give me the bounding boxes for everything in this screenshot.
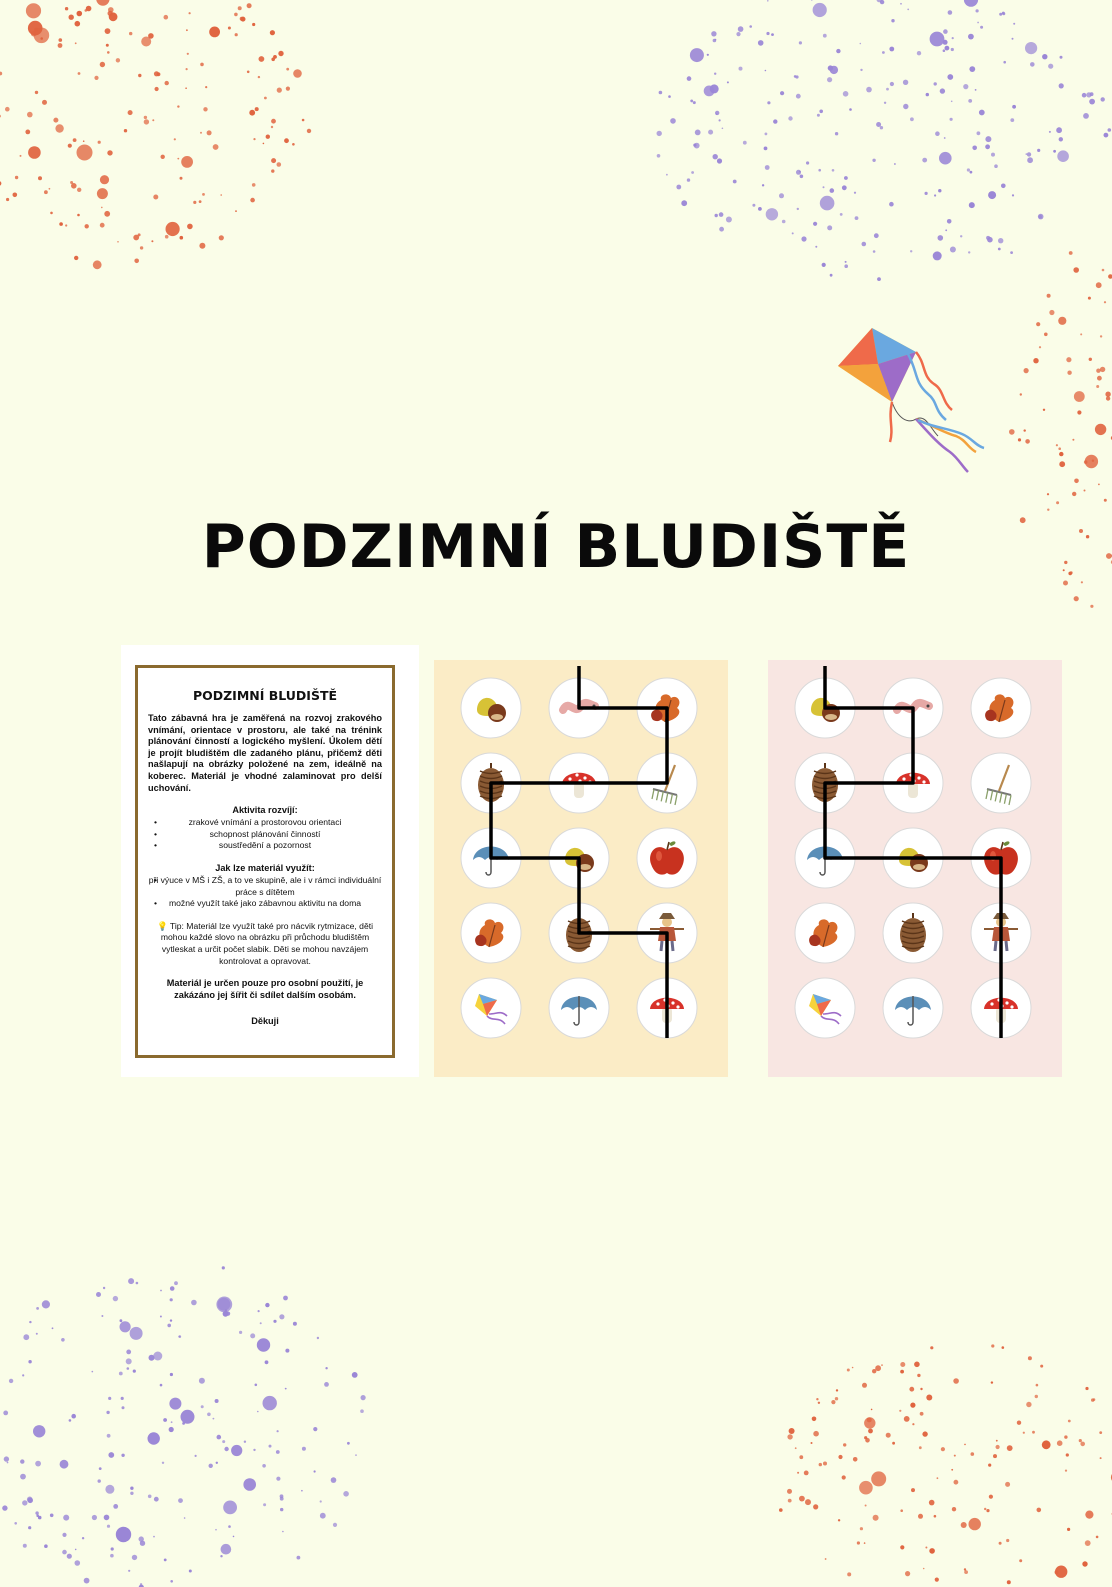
- instruction-card-frame: [135, 665, 395, 1058]
- maze-cell: [461, 903, 521, 963]
- maze-sheet-pink: [768, 660, 1062, 1077]
- usage-restriction-note: Materiál je určen pouze pro osobní použití, je zakázáno jej šířit či sdílet dalším osobám.: [166, 978, 364, 1000]
- maze-cell: [461, 978, 521, 1038]
- tip-text: 💡 Tip: Materiál lze využít také pro nácvik rytmizace, děti mohou každé slovo na obrázku při průchodu bludištěm vytleskat a určit počet slabik. Děti se mohou navzájem kontrolovat a opravovat.: [156, 920, 374, 966]
- kite-illustration: [838, 324, 988, 474]
- usage-item: • možné využít také jako zábavnou aktivitu na doma: [148, 898, 382, 910]
- usage-item: • při výuce v MŠ i ZŠ, a to ve skupině, ale i v rámci individuální práce s dítětem: [148, 875, 382, 898]
- maze-cell: [883, 978, 943, 1038]
- develops-item: • zrakové vnímání a prostorovou orientaci: [148, 817, 382, 829]
- maze-cell: [883, 903, 943, 963]
- usage-list: [148, 875, 382, 910]
- develops-item: • schopnost plánování činností: [148, 829, 382, 841]
- maze-grid: [434, 660, 728, 1077]
- develops-list: [148, 817, 382, 852]
- develops-heading: Aktivita rozvíjí:: [232, 805, 298, 816]
- maze-sheet-yellow: [434, 660, 728, 1077]
- instruction-card: [121, 645, 419, 1077]
- maze-cell: [549, 978, 609, 1038]
- instruction-intro: Tato zábavná hra je zaměřená na rozvoj zrakového vnímání, orientace v prostoru, ale také na trénink plánování činností a logického myšlení. Úkolem dětí je projít bludištěm dle zadaného plánu, přičemž děti našlapují na obrázky položené na zem, ideálně na koberec. Materiál je vhodné zalaminovat pro delší uchování.: [148, 713, 382, 793]
- thanks-text: Děkuji: [251, 1015, 279, 1026]
- usage-heading: Jak lze materiál využít:: [215, 862, 315, 873]
- develops-item: • soustředění a pozornost: [148, 840, 382, 852]
- instruction-card-title: PODZIMNÍ BLUDIŠTĚ: [192, 688, 338, 703]
- maze-grid: [768, 660, 1062, 1077]
- maze-cell: [795, 978, 855, 1038]
- maze-cell: [971, 678, 1031, 738]
- maze-cell: [637, 828, 697, 888]
- maze-cell: [795, 903, 855, 963]
- maze-cell: [461, 678, 521, 738]
- page-title: PODZIMNÍ BLUDIŠTĚ: [201, 512, 911, 582]
- maze-cell: [971, 753, 1031, 813]
